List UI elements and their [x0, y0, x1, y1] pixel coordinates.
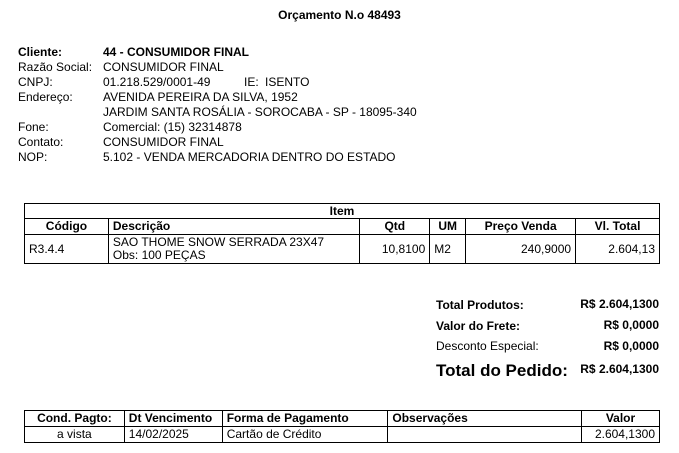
total-pedido-value: R$ 2.604,1300	[580, 362, 659, 376]
item-descricao: SAO THOME SNOW SERRADA 23X47	[112, 235, 325, 249]
col-header-forma-pagamento: Forma de Pagamento	[222, 411, 388, 427]
item-vl-total: 2.604,13	[576, 235, 660, 264]
nop-label: NOP:	[18, 150, 48, 164]
item-um: M2	[430, 235, 466, 264]
desconto-especial-value: R$ 0,0000	[603, 339, 659, 353]
fone-value: Comercial: (15) 32314878	[103, 120, 242, 134]
payment-vencimento: 14/02/2025	[124, 427, 222, 443]
col-header-codigo: Código	[25, 219, 109, 235]
col-header-descricao: Descrição	[108, 219, 359, 235]
item-preco-venda: 240,9000	[466, 235, 576, 264]
razao-social-label: Razão Social:	[18, 60, 93, 74]
col-header-vl-total: Vl. Total	[576, 219, 660, 235]
col-header-observacoes: Observações	[388, 411, 582, 427]
endereco-line1: AVENIDA PEREIRA DA SILVA, 1952	[103, 90, 298, 104]
total-produtos-label: Total Produtos:	[436, 298, 524, 312]
ie-value: ISENTO	[265, 75, 310, 89]
contato-value: CONSUMIDOR FINAL	[103, 135, 224, 149]
cnpj-value: 01.218.529/0001-49	[103, 75, 211, 89]
contato-label: Contato:	[18, 135, 64, 149]
item-qtd: 10,8100	[360, 235, 430, 264]
cnpj-label: CNPJ:	[18, 75, 53, 89]
payment-valor: 2.604,1300	[582, 427, 660, 443]
ie-label: IE:	[244, 75, 259, 89]
endereco-label: Endereço:	[18, 90, 73, 104]
valor-frete-value: R$ 0,0000	[603, 318, 659, 332]
payment-forma: Cartão de Crédito	[222, 427, 388, 443]
razao-social-value: CONSUMIDOR FINAL	[103, 60, 224, 74]
table-row	[25, 235, 660, 264]
item-codigo: R3.4.4	[25, 235, 109, 264]
payment-cond: a vista	[25, 427, 125, 443]
valor-frete-label: Valor do Frete:	[436, 319, 521, 333]
items-caption: Item	[25, 204, 660, 219]
cliente-label: Cliente:	[18, 45, 63, 59]
endereco-line2: JARDIM SANTA ROSÁLIA - SOROCABA - SP - 18095-340	[103, 105, 417, 119]
document-title: Orçamento N.o 48493	[278, 8, 401, 22]
desconto-especial-label: Desconto Especial:	[436, 339, 539, 353]
payment-obs	[388, 427, 582, 443]
col-header-cond-pagto: Cond. Pagto:	[25, 411, 125, 427]
item-descricao-cell	[108, 235, 359, 264]
nop-value: 5.102 - VENDA MERCADORIA DENTRO DO ESTADO	[103, 150, 396, 164]
col-header-valor: Valor	[582, 411, 660, 427]
total-pedido-label: Total do Pedido:	[436, 361, 568, 380]
table-row	[25, 427, 660, 443]
items-table	[24, 203, 660, 264]
col-header-um: UM	[430, 219, 466, 235]
col-header-dt-vencimento: Dt Vencimento	[124, 411, 222, 427]
col-header-qtd: Qtd	[360, 219, 430, 235]
col-header-preco-venda: Preço Venda	[466, 219, 576, 235]
fone-label: Fone:	[18, 120, 49, 134]
item-obs: Obs: 100 PEÇAS	[112, 248, 206, 262]
total-produtos-value: R$ 2.604,1300	[580, 297, 659, 311]
cliente-value: 44 - CONSUMIDOR FINAL	[103, 45, 250, 59]
payment-table	[24, 410, 660, 443]
